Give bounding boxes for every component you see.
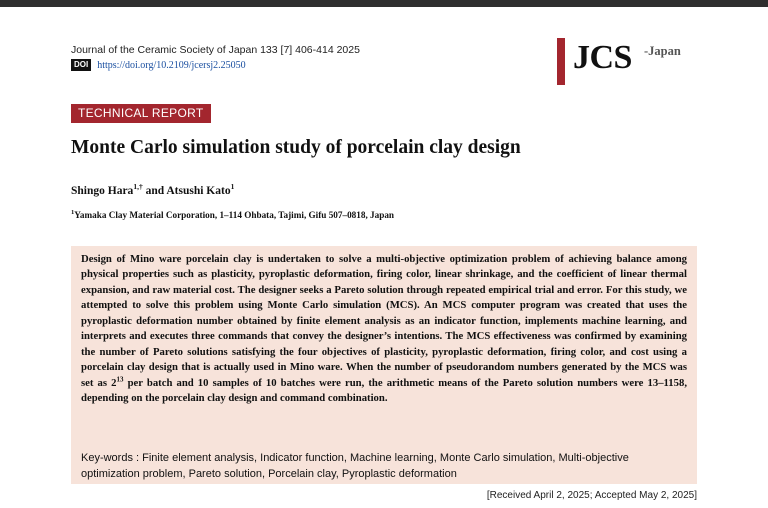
author-list	[71, 182, 234, 197]
author-name: Shingo Hara	[71, 184, 134, 197]
keywords-list: Finite element analysis, Indicator function, Machine learning, Monte Carlo simulation, Multi-objective optimization problem, Pareto solution, Porcelain clay, Pyroplastic deformation	[81, 452, 629, 480]
abstract-box	[71, 246, 697, 484]
article-title: Monte Carlo simulation study of porcelain clay design	[71, 137, 521, 158]
author-name: Atsushi Kato	[166, 184, 231, 197]
abstract-text	[81, 252, 687, 407]
author-connector: and	[142, 184, 167, 197]
doi-link[interactable]: https://doi.org/10.2109/jcersj2.25050	[97, 59, 246, 71]
page-top-border	[0, 0, 768, 7]
logo-suffix-text: -Japan	[644, 44, 681, 58]
journal-citation: Journal of the Ceramic Society of Japan 133 [7] 406-414 2025	[71, 44, 360, 56]
doi-row	[71, 59, 246, 71]
abstract-text-part2: per batch and 10 samples of 10 batches were run, the arithmetic means of the Pareto solution numbers were 13–1158, depending on the porcelain clay design and command combination.	[81, 376, 687, 405]
keywords	[81, 451, 687, 482]
abstract-exponent: 13	[116, 375, 124, 384]
abstract-text-part1: Design of Mino ware porcelain clay is undertaken to solve a multi-objective optimization problem of achieving balance among physical properties such as plasticity, pyroplastic deformation, firing color, linear shrinkage, and the coefficient of linear thermal expansion, and raw material cost. The designer seeks a Pareto solution through repeated empirical trial and error. For this study, we attempted to solve this problem using Monte Carlo simulation (MCS). An MCS computer program was created that uses the pyroplastic deformation number obtained by finite element analysis as an indicator function, implements machine learning, and interprets and executes three commands that convey the designer’s intentions. The MCS effectiveness was confirmed by examining the number of Pareto solutions satisfying the four objectives of plasticity, pyroplastic deformation, firing color, and cost using a porcelain clay design that is actually used in Mino ware. When the number of pseudorandom numbers generated by the MCS was set as 2	[81, 253, 687, 389]
article-type-badge: TECHNICAL REPORT	[71, 104, 211, 123]
author-affiliation-mark: 1,†	[133, 182, 143, 191]
doi-badge: DOI	[71, 59, 91, 71]
affiliation-mark: 1	[71, 209, 75, 216]
affiliation	[71, 209, 394, 220]
jcs-logo	[557, 38, 702, 86]
keywords-label: Key-words :	[81, 452, 143, 464]
logo-main-text: JCS	[573, 39, 632, 76]
author-affiliation-mark: 1	[230, 182, 235, 191]
received-dates: [Received April 2, 2025; Accepted May 2, 2025]	[486, 490, 697, 501]
affiliation-text: Yamaka Clay Material Corporation, 1–114 Ohbata, Tajimi, Gifu 507–0818, Japan	[74, 210, 395, 221]
logo-bar	[557, 38, 565, 85]
